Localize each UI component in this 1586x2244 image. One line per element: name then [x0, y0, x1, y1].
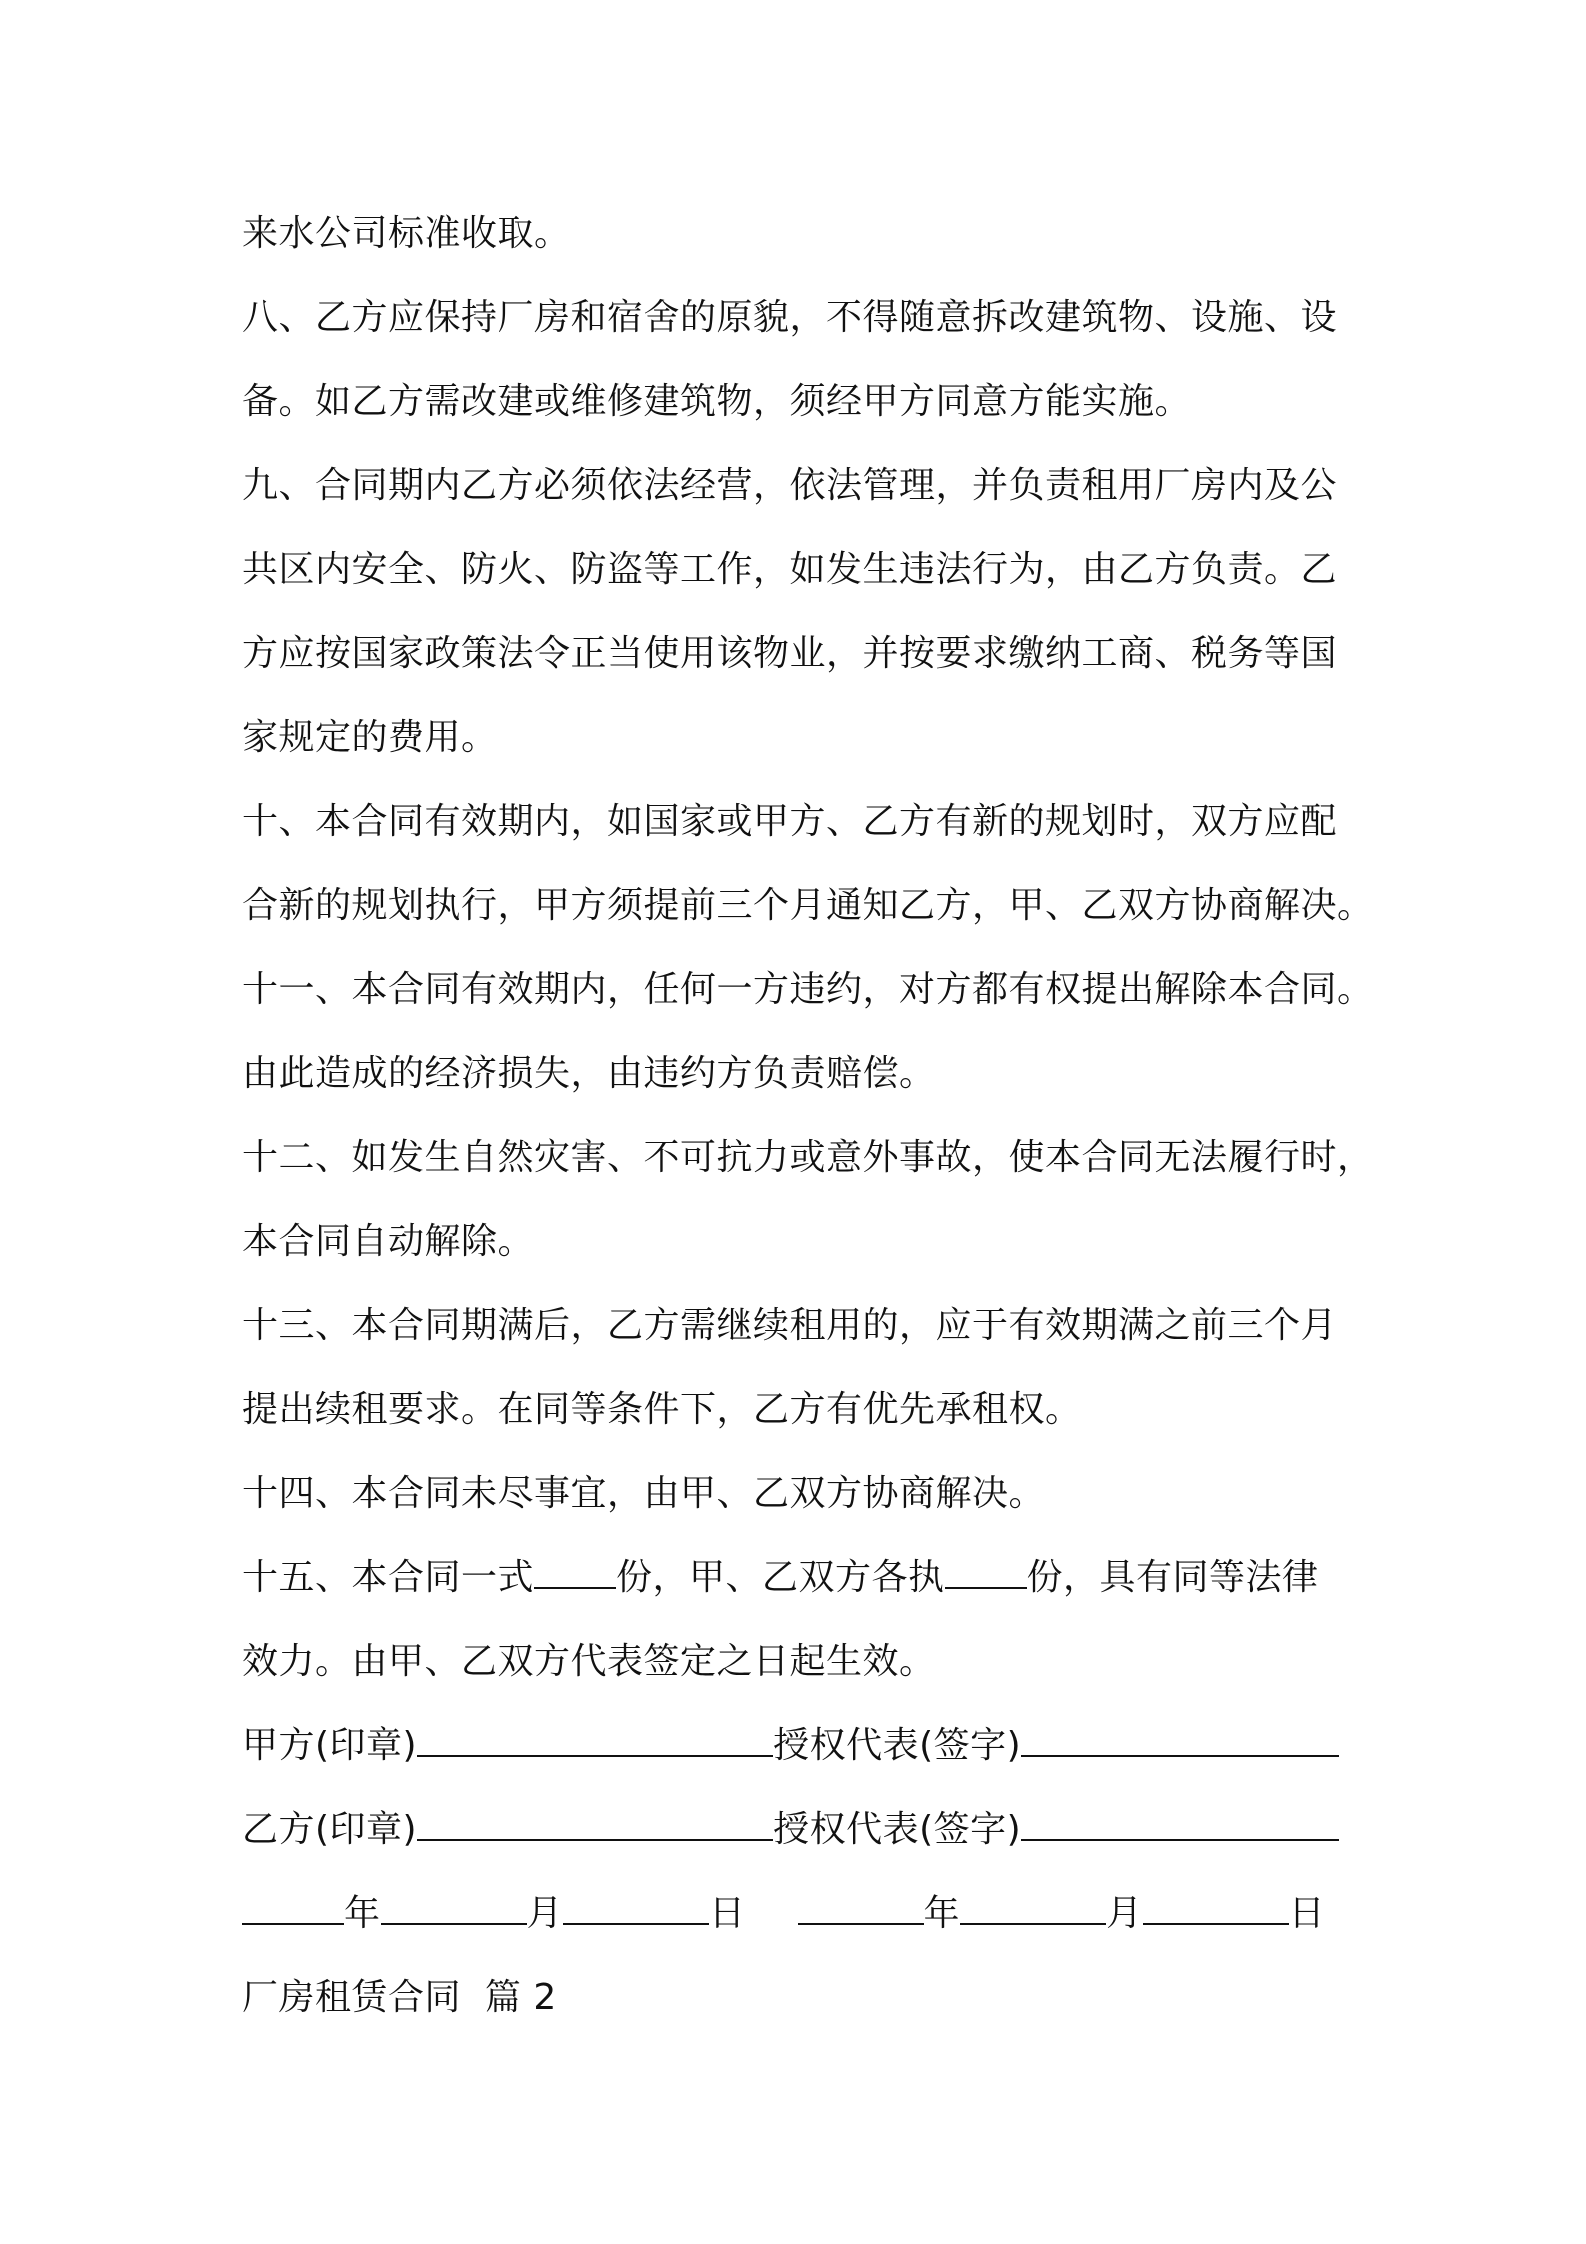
date-a-day-label: 日: [709, 1893, 746, 1934]
party-b-signature-row: [242, 1788, 1362, 1872]
clause-13-line-1: 十三、本合同期满后，乙方需继续租用的，应于有效期满之前三个月: [242, 1305, 1338, 1346]
clause-15-line-2: 效力。由甲、乙双方代表签定之日起生效。: [242, 1641, 936, 1682]
date-a-month-blank: [381, 1893, 527, 1925]
clause-9-line-1: 九、合同期内乙方必须依法经营，依法管理，并负责租用厂房内及公: [242, 465, 1338, 506]
clause-10-line-1: 十、本合同有效期内，如国家或甲方、乙方有新的规划时，双方应配: [242, 801, 1338, 842]
clause-8-line-2: 备。如乙方需改建或维修建筑物，须经甲方同意方能实施。: [242, 381, 1192, 422]
clause-9-line-3: 方应按国家政策法令正当使用该物业，并按要求缴纳工商、税务等国: [242, 633, 1338, 674]
party-a-signature-row: [242, 1704, 1362, 1788]
clause-14-line: 十四、本合同未尽事宜，由甲、乙双方协商解决。: [242, 1473, 1046, 1514]
clause-11-line-1: 十一、本合同有效期内，任何一方违约，对方都有权提出解除本合同。: [242, 969, 1374, 1010]
clause-8-line-1: 八、乙方应保持厂房和宿舍的原貌，不得随意拆改建筑物、设施、设: [242, 297, 1338, 338]
paragraph-line: 来水公司标准收取。: [242, 213, 571, 254]
date-a-year-blank: [242, 1893, 344, 1925]
date-a-day-blank: [563, 1893, 709, 1925]
party-a-label: 甲方(印章): [242, 1725, 418, 1766]
party-b-label: 乙方(印章): [242, 1809, 418, 1850]
clause-15-line-1: [242, 1536, 1362, 1620]
date-b-year-blank: [798, 1893, 924, 1925]
clause-15-text-b: 份，甲、乙双方各执: [616, 1557, 945, 1598]
document-page: [242, 192, 1374, 2040]
clause-15-text-a: 十五、本合同一式: [242, 1557, 535, 1598]
next-section-title: 厂房租赁合同 篇 2: [242, 1977, 557, 2018]
clause-10-line-2: 合新的规划执行，甲方须提前三个月通知乙方，甲、乙双方协商解决。: [242, 885, 1374, 926]
party-a-seal-blank: [417, 1725, 773, 1757]
date-b-year-label: 年: [923, 1893, 961, 1934]
party-b-seal-blank: [417, 1809, 773, 1841]
date-row: [242, 1872, 1362, 1956]
clause-9-line-2: 共区内安全、防火、防盗等工作，如发生违法行为，由乙方负责。乙: [242, 549, 1338, 590]
date-b-day-blank: [1143, 1893, 1289, 1925]
copies-total-blank: [534, 1557, 616, 1589]
clause-12-line-1: 十二、如发生自然灾害、不可抗力或意外事故，使本合同无法履行时，: [242, 1137, 1374, 1178]
clause-13-line-2: 提出续租要求。在同等条件下，乙方有优先承租权。: [242, 1389, 1082, 1430]
date-b-day-label: 日: [1288, 1893, 1326, 1934]
party-b-rep-label: 授权代表(签字): [773, 1809, 1022, 1850]
date-b-month-blank: [960, 1893, 1106, 1925]
date-a-month-label: 月: [526, 1893, 564, 1934]
date-a-year-label: 年: [344, 1893, 381, 1934]
date-b-month-label: 月: [1106, 1893, 1143, 1934]
party-b-rep-blank: [1021, 1809, 1339, 1841]
clause-15-text-c: 份，具有同等法律: [1026, 1557, 1319, 1598]
clause-11-line-2: 由此造成的经济损失，由违约方负责赔偿。: [242, 1053, 936, 1094]
copies-each-blank: [945, 1557, 1027, 1589]
party-a-rep-label: 授权代表(签字): [773, 1725, 1022, 1766]
clause-12-line-2: 本合同自动解除。: [242, 1221, 535, 1262]
party-a-rep-blank: [1021, 1725, 1339, 1757]
clause-9-line-4: 家规定的费用。: [242, 717, 498, 758]
